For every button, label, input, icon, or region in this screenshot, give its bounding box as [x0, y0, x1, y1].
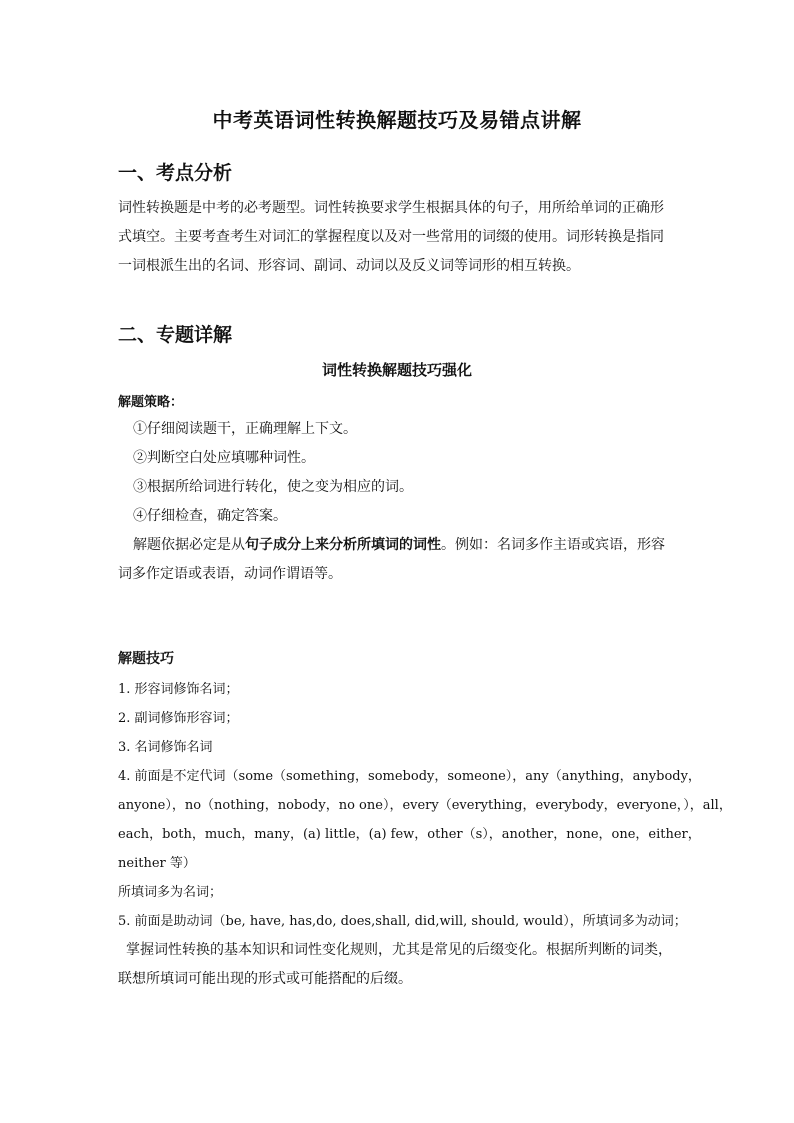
analysis-line-3: 一词根派生出的名词、形容词、副词、动词以及反义词等词形的相互转换。: [118, 258, 580, 274]
tip-line: 4. 前面是不定代词（some（something，somebody，someone），any（anything，anybody，: [118, 769, 701, 784]
tip-line: each，both，much，many，(a) little，(a) few，other（s），another，none，one，either，: [118, 827, 701, 842]
basis-suffix: 。例如：名词多作主语或宾语，形容: [441, 537, 665, 553]
tip-line: 3. 名词修饰名词: [118, 740, 213, 755]
tip-line: anyone），no（nothing，nobody，no one），every（everything，everybody，everyone，），all，: [118, 798, 732, 813]
tip-line: 所填词多为名词；: [118, 885, 223, 900]
strategy-step-3: ③根据所给词进行转化，使之变为相应的词。: [133, 479, 413, 495]
tip-line: neither 等）: [118, 856, 196, 871]
basis-prefix: 解题依据必定是从: [133, 537, 245, 553]
document-title: 中考英语词性转换解题技巧及易错点讲解: [212, 108, 582, 132]
analysis-line-2: 式填空。主要考查考生对词汇的掌握程度以及对一些常用的词缀的使用。词形转换是指同: [118, 229, 664, 245]
tip-line: 联想所填词可能出现的形式或可能搭配的后缀。: [118, 971, 412, 987]
subsection-title: 词性转换解题技巧强化: [321, 361, 472, 379]
section-heading-analysis: 一、考点分析: [118, 162, 233, 184]
basis-emphasis: 句子成分上来分析所填词的词性: [245, 537, 441, 553]
basis-line-2: 词多作定语或表语，动词作谓语等。: [118, 566, 342, 582]
strategy-label: 解题策略：: [118, 395, 184, 410]
tip-line: 1. 形容词修饰名词；: [118, 682, 239, 697]
tip-line: 2. 副词修饰形容词；: [118, 711, 239, 726]
strategy-step-2: ②判断空白处应填哪种词性。: [133, 450, 315, 466]
tips-label: 解题技巧: [118, 651, 174, 667]
basis-line-1: [133, 534, 665, 554]
section-heading-details: 二、专题详解: [118, 324, 233, 346]
tip-line: 掌握词性转换的基本知识和词性变化规则，尤其是常见的后缀变化。根据所判断的词类，: [126, 942, 672, 958]
strategy-step-4: ④仔细检查，确定答案。: [133, 508, 287, 524]
tip-line: 5. 前面是助动词（be, have, has,do, does,shall, did,will, should, would），所填词多为动词；: [118, 914, 687, 929]
analysis-line-1: 词性转换题是中考的必考题型。词性转换要求学生根据具体的句子，用所给单词的正确形: [118, 200, 664, 216]
strategy-step-1: ①仔细阅读题干，正确理解上下文。: [133, 421, 357, 437]
